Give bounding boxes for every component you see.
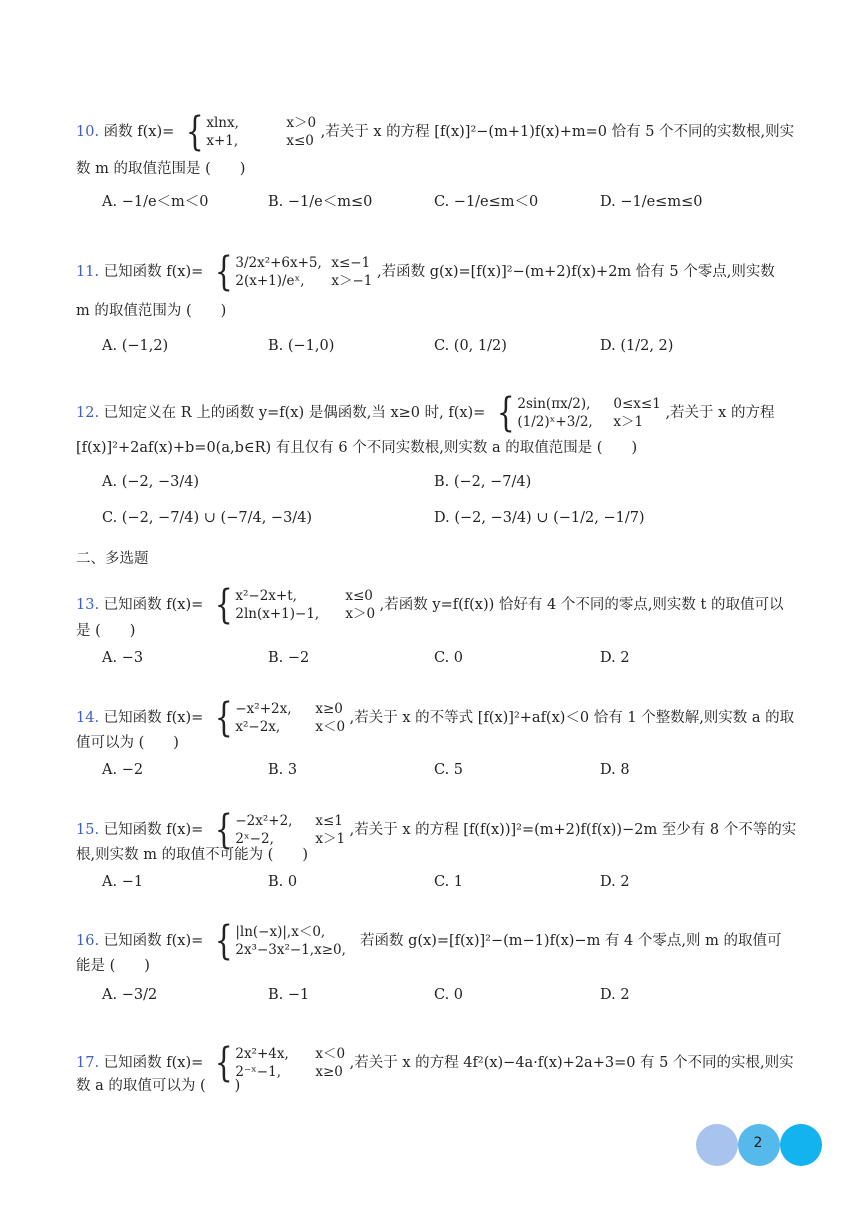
case-expr: 2sin(πx/2), (517, 395, 591, 412)
page-badge-left-circle (696, 1124, 738, 1166)
option-d[interactable]: D. (1/2, 2) (600, 338, 674, 354)
case-expr: 2⁻ˣ−1, (235, 1064, 281, 1080)
option-b[interactable]: B. 3 (268, 762, 298, 778)
question-number: 13. (76, 597, 100, 613)
option-c[interactable]: C. 5 (434, 762, 464, 778)
case-cond: x＜0 (315, 1045, 346, 1062)
option-c[interactable]: C. (−2, −7/4) ∪ (−7/4, −3/4) (102, 510, 313, 526)
case-cond: x＞0 (286, 114, 317, 131)
case-expr: 2ln(x+1)−1, (235, 606, 320, 622)
question-lead: 函数 f(x)= (103, 124, 175, 140)
option-d[interactable]: D. −1/e≤m≤0 (600, 194, 703, 210)
option-b[interactable]: B. (−2, −7/4) (434, 474, 532, 490)
piecewise-function: { 3/2x²+6x+5, x≤−1 2(x+1)/eˣ, x＞−1 (214, 249, 373, 295)
option-a[interactable]: A. −1/e＜m＜0 (102, 194, 209, 210)
case-cond: 0≤x≤1 (613, 395, 661, 412)
option-a[interactable]: A. −3 (102, 650, 144, 666)
case-expr: 2ˣ−2, (235, 831, 274, 847)
case-cond: x＞1 (315, 831, 346, 847)
option-d[interactable]: D. 2 (600, 650, 630, 666)
piecewise-function: { −x²+2x, x≥0 x²−2x, x＜0 (214, 695, 346, 741)
option-b[interactable]: B. −1/e＜m≤0 (268, 194, 373, 210)
option-d[interactable]: D. (−2, −3/4) ∪ (−1/2, −1/7) (434, 510, 645, 526)
question-lead: 已知函数 f(x)= (103, 264, 204, 280)
question-tail: ,若关于 x 的方程 [f(x)]²−(m+1)f(x)+m=0 恰有 5 个不同的实数根,则实 (320, 124, 795, 140)
question-tail: ,若关于 x 的方程 (665, 405, 775, 421)
option-c[interactable]: C. −1/e≤m＜0 (434, 194, 539, 210)
piecewise-function: { 2sin(πx/2), 0≤x≤1 (1/2)ˣ+3/2, x＞1 (496, 390, 661, 436)
case-expr: (1/2)ˣ+3/2, (517, 414, 593, 430)
question-number: 17. (76, 1055, 100, 1071)
case-expr: −x²+2x, (235, 700, 292, 717)
option-d[interactable]: D. 2 (600, 874, 630, 890)
case-expr: x²−2x, (235, 719, 281, 735)
question-tail: ,若关于 x 的不等式 [f(x)]²+af(x)＜0 恰有 1 个整数解,则实数 a 的取 (349, 710, 795, 726)
case-cond: x＞−1 (331, 273, 373, 289)
case-expr: |ln(−x)|,x＜0, (235, 923, 326, 940)
question-lead: 已知函数 f(x)= (103, 710, 204, 726)
option-c[interactable]: C. 0 (434, 987, 464, 1003)
option-a[interactable]: A. (−1,2) (102, 338, 169, 354)
piecewise-function: { 2x²+4x, x＜0 2⁻ˣ−1, x≥0 (214, 1040, 346, 1086)
case-cond: x＞0 (345, 606, 376, 622)
case-cond: x≤0 (345, 587, 373, 604)
question-tail: ,若关于 x 的方程 [f(f(x))]²=(m+2)f(f(x))−2m 至少有 8 个不等的实 (349, 822, 797, 838)
question-number: 12. (76, 405, 100, 421)
question-lead: 已知函数 f(x)= (103, 1055, 204, 1071)
option-b[interactable]: B. (−1,0) (268, 338, 335, 354)
piecewise-function: { |ln(−x)|,x＜0, 2x³−3x²−1,x≥0, (211, 921, 355, 961)
option-c[interactable]: C. (0, 1/2) (434, 338, 507, 354)
question-line2: [f(x)]²+2af(x)+b=0(a,b∈R) 有且仅有 6 个不同实数根,则实数 a 的取值范围是 ( ) (76, 440, 638, 456)
option-b[interactable]: B. −1 (268, 987, 310, 1003)
option-d[interactable]: D. 8 (600, 762, 630, 778)
case-cond: x≥0 (315, 700, 343, 717)
option-d[interactable]: D. 2 (600, 987, 630, 1003)
question-line2: 能是 ( ) (76, 958, 150, 974)
question-tail: ,若函数 g(x)=[f(x)]²−(m+2)f(x)+2m 恰有 5 个零点,则实数 (376, 264, 775, 280)
question-tail: ,若关于 x 的方程 4f²(x)−4a·f(x)+2a+3=0 有 5 个不同的实根,则实 (349, 1055, 794, 1071)
option-b[interactable]: B. −2 (268, 650, 310, 666)
question-line2: 值可以为 ( ) (76, 735, 179, 751)
option-a[interactable]: A. (−2, −3/4) (102, 474, 200, 490)
case-expr: 2x³−3x²−1,x≥0, (235, 942, 346, 958)
section-title: 二、多选题 (76, 551, 149, 567)
question-line2: 数 a 的取值可以为 ( ) (76, 1078, 241, 1094)
case-cond: x＜0 (315, 719, 346, 735)
question-lead: 已知定义在 R 上的函数 y=f(x) 是偶函数,当 x≥0 时, f(x)= (103, 405, 486, 421)
page-badge-right-circle (780, 1124, 822, 1166)
case-cond: x≤0 (286, 133, 314, 149)
question-number: 11. (76, 264, 100, 280)
option-a[interactable]: A. −2 (102, 762, 144, 778)
option-c[interactable]: C. 1 (434, 874, 464, 890)
option-a[interactable]: A. −3/2 (102, 987, 158, 1003)
case-cond: x≤−1 (331, 254, 371, 271)
case-cond: x≤1 (315, 812, 343, 829)
option-a[interactable]: A. −1 (102, 874, 144, 890)
question-line2: m 的取值范围为 ( ) (76, 303, 227, 319)
case-cond: x≥0 (315, 1064, 343, 1080)
case-expr: 2(x+1)/eˣ, (235, 273, 305, 289)
case-expr: x+1, (206, 133, 239, 149)
question-line2: 数 m 的取值范围是 ( ) (76, 161, 246, 177)
case-expr: 3/2x²+6x+5, (235, 254, 322, 271)
option-b[interactable]: B. 0 (268, 874, 298, 890)
question-tail: 若函数 g(x)=[f(x)]²−(m−1)f(x)−m 有 4 个零点,则 m 的取值可 (359, 933, 782, 949)
question-number: 15. (76, 822, 100, 838)
question-tail: ,若函数 y=f(f(x)) 恰好有 4 个不同的零点,则实数 t 的取值可以 (379, 597, 784, 613)
piecewise-function: { −2x²+2, x≤1 2ˣ−2, x＞1 (214, 807, 346, 853)
case-expr: xlnx, (206, 114, 239, 131)
question-line2: 是 ( ) (76, 623, 136, 639)
option-c[interactable]: C. 0 (434, 650, 464, 666)
question-lead: 已知函数 f(x)= (103, 597, 204, 613)
question-line2: 根,则实数 m 的取值不可能为 ( ) (76, 847, 308, 863)
question-number: 10. (76, 124, 100, 140)
question-number: 16. (76, 933, 100, 949)
case-expr: −2x²+2, (235, 812, 293, 829)
question-lead: 已知函数 f(x)= (103, 822, 204, 838)
question-lead: 已知函数 f(x)= (103, 933, 204, 949)
case-cond: x＞1 (613, 414, 644, 430)
case-expr: 2x²+4x, (235, 1045, 289, 1062)
page-number: 2 (753, 1135, 763, 1151)
piecewise-function: { x²−2x+t, x≤0 2ln(x+1)−1, x＞0 (214, 582, 376, 628)
question-number: 14. (76, 710, 100, 726)
piecewise-function: { xlnx, x＞0 x+1, x≤0 (185, 109, 317, 155)
case-expr: x²−2x+t, (235, 587, 297, 604)
